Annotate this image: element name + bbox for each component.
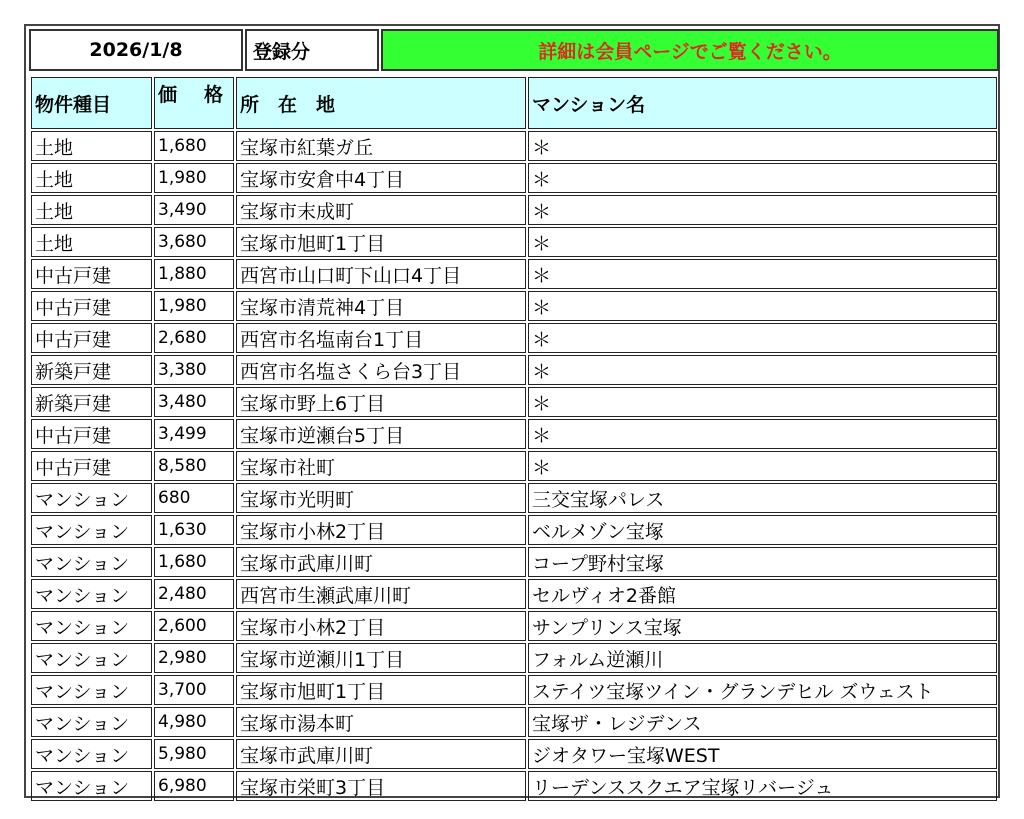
table-row	[31, 291, 997, 321]
cell-price: 8,580	[154, 451, 234, 481]
cell-location: 宝塚市湯本町	[236, 707, 526, 737]
cell-type: 中古戸建	[31, 323, 152, 353]
cell-location: 宝塚市武庫川町	[236, 739, 526, 769]
cell-mansion: ＊	[528, 355, 997, 385]
table-row	[31, 451, 997, 481]
table-row	[31, 131, 997, 161]
cell-price: 6,980	[154, 771, 234, 801]
cell-price: 3,680	[154, 227, 234, 257]
table-row	[31, 739, 997, 769]
cell-mansion: リーデンススクエア宝塚リバージュ	[528, 771, 997, 801]
cell-location: 宝塚市末成町	[236, 195, 526, 225]
table-row	[31, 611, 997, 641]
cell-price: 680	[154, 483, 234, 513]
cell-mansion: ＊	[528, 291, 997, 321]
cell-price: 1,880	[154, 259, 234, 289]
cell-price: 2,980	[154, 643, 234, 673]
cell-price: 3,490	[154, 195, 234, 225]
cell-mansion: ＊	[528, 451, 997, 481]
cell-type: 土地	[31, 163, 152, 193]
member-notice: 詳細は会員ページでご覧ください。	[381, 29, 999, 71]
cell-type: 土地	[31, 131, 152, 161]
table-row	[31, 707, 997, 737]
cell-location: 宝塚市社町	[236, 451, 526, 481]
cell-price: 1,680	[154, 547, 234, 577]
column-header-mansion: マンション名	[528, 77, 997, 129]
cell-type: マンション	[31, 515, 152, 545]
cell-location: 西宮市名塩さくら台3丁目	[236, 355, 526, 385]
cell-location: 宝塚市小林2丁目	[236, 611, 526, 641]
cell-location: 宝塚市安倉中4丁目	[236, 163, 526, 193]
cell-type: マンション	[31, 643, 152, 673]
table-row	[31, 355, 997, 385]
column-header-price: 価 格	[154, 77, 234, 129]
table-row	[31, 643, 997, 673]
cell-type: マンション	[31, 739, 152, 769]
cell-location: 宝塚市野上6丁目	[236, 387, 526, 417]
cell-location: 宝塚市小林2丁目	[236, 515, 526, 545]
table-row	[31, 675, 997, 705]
table-row	[31, 771, 997, 801]
cell-location: 宝塚市旭町1丁目	[236, 675, 526, 705]
cell-location: 宝塚市栄町3丁目	[236, 771, 526, 801]
table-row	[31, 323, 997, 353]
cell-mansion: ＊	[528, 195, 997, 225]
cell-price: 3,499	[154, 419, 234, 449]
table-row	[31, 195, 997, 225]
cell-type: 中古戸建	[31, 419, 152, 449]
cell-mansion: ＊	[528, 259, 997, 289]
cell-type: 土地	[31, 195, 152, 225]
date-cell: 2026/1/8	[29, 29, 243, 71]
cell-mansion: 宝塚ザ・レジデンス	[528, 707, 997, 737]
cell-type: 中古戸建	[31, 451, 152, 481]
cell-mansion: セルヴィオ2番館	[528, 579, 997, 609]
cell-location: 西宮市名塩南台1丁目	[236, 323, 526, 353]
cell-location: 宝塚市清荒神4丁目	[236, 291, 526, 321]
cell-location: 宝塚市武庫川町	[236, 547, 526, 577]
cell-location: 西宮市山口町下山口4丁目	[236, 259, 526, 289]
cell-type: マンション	[31, 675, 152, 705]
cell-type: マンション	[31, 579, 152, 609]
cell-type: マンション	[31, 611, 152, 641]
cell-price: 1,980	[154, 291, 234, 321]
cell-type: マンション	[31, 707, 152, 737]
cell-type: マンション	[31, 771, 152, 801]
cell-mansion: ＊	[528, 419, 997, 449]
column-header-type: 物件種目	[31, 77, 152, 129]
cell-price: 2,600	[154, 611, 234, 641]
cell-mansion: ステイツ宝塚ツイン・グランデヒル ズウェスト	[528, 675, 997, 705]
cell-mansion: ＊	[528, 323, 997, 353]
cell-mansion: ＊	[528, 163, 997, 193]
cell-location: 宝塚市紅葉ガ丘	[236, 131, 526, 161]
column-header-location: 所 在 地	[236, 77, 526, 129]
cell-price: 3,700	[154, 675, 234, 705]
cell-price: 2,480	[154, 579, 234, 609]
cell-mansion: ＊	[528, 227, 997, 257]
cell-mansion: フォルム逆瀬川	[528, 643, 997, 673]
cell-mansion: コープ野村宝塚	[528, 547, 997, 577]
table-header-row	[31, 77, 997, 129]
table-row	[31, 227, 997, 257]
cell-location: 宝塚市逆瀬台5丁目	[236, 419, 526, 449]
cell-mansion: サンプリンス宝塚	[528, 611, 997, 641]
cell-type: 新築戸建	[31, 355, 152, 385]
table-row	[31, 579, 997, 609]
table-row	[31, 163, 997, 193]
cell-mansion: ＊	[528, 131, 997, 161]
cell-location: 宝塚市光明町	[236, 483, 526, 513]
cell-location: 宝塚市逆瀬川1丁目	[236, 643, 526, 673]
table-row	[31, 515, 997, 545]
property-table	[29, 75, 999, 803]
cell-type: マンション	[31, 483, 152, 513]
cell-type: 中古戸建	[31, 259, 152, 289]
listing-panel	[24, 24, 1000, 798]
cell-type: 中古戸建	[31, 291, 152, 321]
registered-label: 登録分	[245, 29, 379, 71]
table-row	[31, 387, 997, 417]
cell-mansion: 三交宝塚パレス	[528, 483, 997, 513]
table-row	[31, 483, 997, 513]
table-row	[31, 547, 997, 577]
cell-price: 1,630	[154, 515, 234, 545]
cell-mansion: ベルメゾン宝塚	[528, 515, 997, 545]
cell-price: 4,980	[154, 707, 234, 737]
cell-location: 西宮市生瀬武庫川町	[236, 579, 526, 609]
cell-type: 新築戸建	[31, 387, 152, 417]
cell-type: 土地	[31, 227, 152, 257]
cell-type: マンション	[31, 547, 152, 577]
cell-price: 3,380	[154, 355, 234, 385]
table-row	[31, 259, 997, 289]
cell-mansion: ＊	[528, 387, 997, 417]
cell-mansion: ジオタワー宝塚WEST	[528, 739, 997, 769]
cell-price: 3,480	[154, 387, 234, 417]
cell-price: 5,980	[154, 739, 234, 769]
cell-location: 宝塚市旭町1丁目	[236, 227, 526, 257]
table-row	[31, 419, 997, 449]
cell-price: 1,680	[154, 131, 234, 161]
cell-price: 1,980	[154, 163, 234, 193]
cell-price: 2,680	[154, 323, 234, 353]
